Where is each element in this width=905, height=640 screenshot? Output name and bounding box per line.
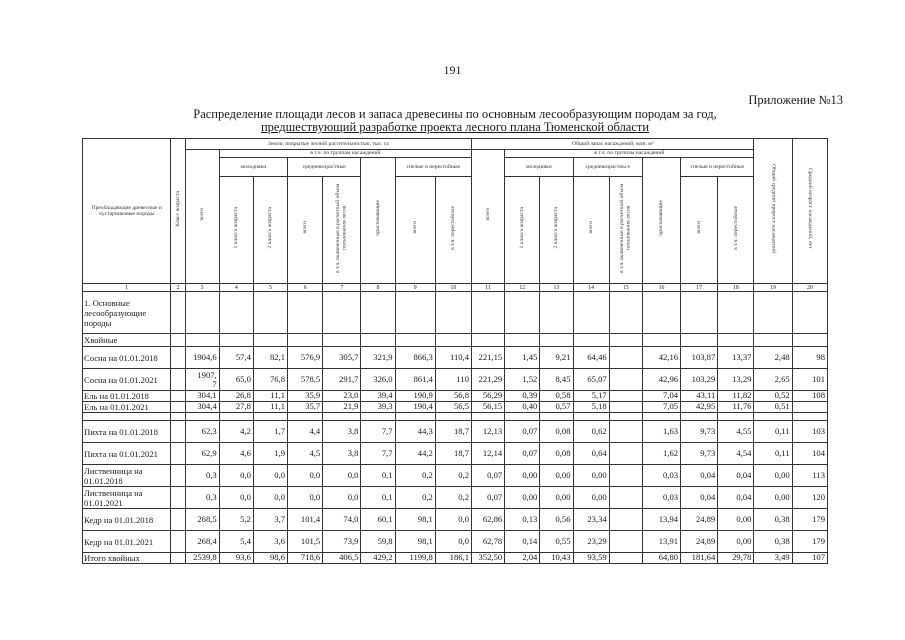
table-cell: 221,29 bbox=[472, 369, 505, 391]
table-cell bbox=[609, 531, 642, 553]
table-cell: 24,89 bbox=[681, 509, 718, 531]
table-cell: 0,56 bbox=[540, 509, 573, 531]
table-cell: 4,55 bbox=[718, 421, 754, 443]
table-cell: 321,9 bbox=[361, 347, 395, 369]
table-cell bbox=[609, 402, 642, 413]
column-number-row bbox=[83, 284, 828, 292]
table-cell: 107 bbox=[792, 553, 827, 564]
table-cell bbox=[609, 487, 642, 509]
table-cell: 98,6 bbox=[253, 553, 287, 564]
species-name: Пихта на 01.01.2018 bbox=[83, 421, 171, 443]
table-cell: 65,0 bbox=[219, 369, 253, 391]
table-cell: 866,3 bbox=[395, 347, 435, 369]
age-class-cell bbox=[171, 509, 185, 531]
table-cell: 103 bbox=[792, 421, 827, 443]
table-cell: 4,54 bbox=[718, 443, 754, 465]
header-area-by-groups: в т.ч. по группам насаждений bbox=[219, 150, 471, 158]
table-cell: 0,40 bbox=[505, 402, 540, 413]
table-cell: 0,00 bbox=[718, 509, 754, 531]
table-cell: 1,45 bbox=[505, 347, 540, 369]
header-stock-class2: 2 класса возраста bbox=[540, 177, 573, 284]
table-cell: 3,49 bbox=[754, 553, 792, 564]
table-cell: 0,3 bbox=[185, 487, 219, 509]
header-area-middle: средневозрастные bbox=[288, 158, 361, 177]
table-cell: 11,82 bbox=[718, 391, 754, 402]
table-cell: 62,3 bbox=[185, 421, 219, 443]
table-cell: 120 bbox=[792, 487, 827, 509]
table-cell: 42,16 bbox=[642, 347, 680, 369]
table-cell: 3,8 bbox=[323, 443, 361, 465]
table-cell: 0,0 bbox=[288, 465, 323, 487]
header-area-young: молодняки bbox=[219, 158, 287, 177]
table-cell: 57,4 bbox=[219, 347, 253, 369]
table-cell: 181,64 bbox=[681, 553, 718, 564]
table-cell: 1,62 bbox=[642, 443, 680, 465]
table-cell: 101,4 bbox=[288, 509, 323, 531]
header-stock-by-groups: в т.ч. по группам насаждений bbox=[505, 150, 754, 158]
table-cell: 1,52 bbox=[505, 369, 540, 391]
column-number: 19 bbox=[754, 284, 792, 292]
table-cell: 23,29 bbox=[573, 531, 609, 553]
table-cell: 44,2 bbox=[395, 443, 435, 465]
table-cell: 0,38 bbox=[754, 531, 792, 553]
table-cell: 35,7 bbox=[288, 402, 323, 413]
table-cell: 576,9 bbox=[288, 347, 323, 369]
table-cell: 98,1 bbox=[395, 531, 435, 553]
table-cell: 0,04 bbox=[681, 487, 718, 509]
header-stock-group: Общий запас насаждений, млн. м³ bbox=[472, 139, 754, 150]
table-cell: 11,76 bbox=[718, 402, 754, 413]
table-cell: 0,1 bbox=[361, 465, 395, 487]
table-cell: 7,04 bbox=[642, 391, 680, 402]
table-cell: 74,0 bbox=[323, 509, 361, 531]
table-cell: 0,00 bbox=[754, 465, 792, 487]
table-cell: 578,5 bbox=[288, 369, 323, 391]
table-cell: 0,13 bbox=[505, 509, 540, 531]
table-cell: 13,29 bbox=[718, 369, 754, 391]
table-cell: 0,0 bbox=[219, 487, 253, 509]
column-number: 4 bbox=[219, 284, 253, 292]
table-cell: 13,91 bbox=[642, 531, 680, 553]
header-stock-included: в т.ч. включенные в расчетный объем пользования лесов bbox=[609, 177, 642, 284]
table-row bbox=[83, 347, 828, 369]
table-cell: 3,8 bbox=[323, 421, 361, 443]
table-row bbox=[83, 443, 828, 465]
column-number: 16 bbox=[642, 284, 680, 292]
table-cell: 0,04 bbox=[718, 465, 754, 487]
table-cell: 2539,8 bbox=[185, 553, 219, 564]
table-cell: 1,7 bbox=[253, 421, 287, 443]
table-cell bbox=[609, 553, 642, 564]
table-cell: 406,5 bbox=[323, 553, 361, 564]
table-cell: 93,59 bbox=[573, 553, 609, 564]
age-class-cell bbox=[171, 487, 185, 509]
table-cell: 0,62 bbox=[573, 421, 609, 443]
age-class-cell bbox=[171, 553, 185, 564]
table-cell: 0,14 bbox=[505, 531, 540, 553]
table-cell: 0,07 bbox=[472, 465, 505, 487]
table-cell: 0,3 bbox=[185, 465, 219, 487]
species-name: Лиственница на 01.01.2021 bbox=[83, 487, 171, 509]
table-row bbox=[83, 369, 828, 391]
table-cell: 0,64 bbox=[573, 443, 609, 465]
table-cell: 0,1 bbox=[361, 487, 395, 509]
table-cell: 0,0 bbox=[435, 509, 471, 531]
table-cell: 0,00 bbox=[754, 487, 792, 509]
table-cell: 73,9 bbox=[323, 531, 361, 553]
table-cell: 190,9 bbox=[395, 391, 435, 402]
table-cell: 11,1 bbox=[253, 402, 287, 413]
age-class-cell bbox=[171, 369, 185, 391]
table-cell: 0,07 bbox=[472, 487, 505, 509]
table-cell: 103,87 bbox=[681, 347, 718, 369]
table-cell: 0,04 bbox=[681, 465, 718, 487]
table-cell: 1199,8 bbox=[395, 553, 435, 564]
column-number: 10 bbox=[435, 284, 471, 292]
column-number: 17 bbox=[681, 284, 718, 292]
table-cell: 179 bbox=[792, 531, 827, 553]
page-number: 191 bbox=[443, 63, 462, 77]
header-stock-maturing: приспевающие bbox=[642, 158, 680, 284]
table-cell: 56,5 bbox=[435, 402, 471, 413]
table-cell: 27,8 bbox=[219, 402, 253, 413]
table-cell: 0,52 bbox=[754, 391, 792, 402]
table-cell: 60,1 bbox=[361, 509, 395, 531]
table-cell: 104 bbox=[792, 443, 827, 465]
table-cell: 1,9 bbox=[253, 443, 287, 465]
table-cell: 0,00 bbox=[540, 465, 573, 487]
column-number: 18 bbox=[718, 284, 754, 292]
table-cell: 304,4 bbox=[185, 402, 219, 413]
table-cell: 42,95 bbox=[681, 402, 718, 413]
table-cell: 268,4 bbox=[185, 531, 219, 553]
species-name: Кедр на 01.01.2018 bbox=[83, 509, 171, 531]
table-cell: 0,51 bbox=[754, 402, 792, 413]
species-name: Сосна на 01.01.2021 bbox=[83, 369, 171, 391]
species-name: Ель на 01.01.2018 bbox=[83, 391, 171, 402]
table-cell: 861,4 bbox=[395, 369, 435, 391]
table-cell: 4,4 bbox=[288, 421, 323, 443]
table-cell: 1904,6 bbox=[185, 347, 219, 369]
table-cell: 0,0 bbox=[288, 487, 323, 509]
header-area-class1: 1 класса возраста bbox=[219, 177, 253, 284]
table-cell: 0,2 bbox=[435, 465, 471, 487]
table-cell: 5,17 bbox=[573, 391, 609, 402]
header-stock-total: всего bbox=[472, 150, 505, 284]
title-line-1: Распределение площади лесов и запаса древесины по основным лесообразующим породам за год, bbox=[193, 107, 717, 121]
table-cell: 0,11 bbox=[754, 443, 792, 465]
table-cell: 0,07 bbox=[505, 443, 540, 465]
table-cell: 186,1 bbox=[435, 553, 471, 564]
table-cell: 0,0 bbox=[323, 487, 361, 509]
header-stock-ripe-total: всего bbox=[681, 177, 718, 284]
table-cell: 3,6 bbox=[253, 531, 287, 553]
table-cell: 98,1 bbox=[395, 509, 435, 531]
table-cell: 0,0 bbox=[323, 465, 361, 487]
table-cell: 0,2 bbox=[395, 487, 435, 509]
table-cell: 23,0 bbox=[323, 391, 361, 402]
table-cell: 56,29 bbox=[472, 391, 505, 402]
table-cell: 21,9 bbox=[323, 402, 361, 413]
table-cell: 0,08 bbox=[540, 443, 573, 465]
column-number: 14 bbox=[573, 284, 609, 292]
table-cell: 23,34 bbox=[573, 509, 609, 531]
table-cell: 0,00 bbox=[505, 487, 540, 509]
table-cell: 13,37 bbox=[718, 347, 754, 369]
table-cell: 0,00 bbox=[573, 487, 609, 509]
table-cell: 0,08 bbox=[540, 421, 573, 443]
table-cell: 4,2 bbox=[219, 421, 253, 443]
table-row bbox=[83, 465, 828, 487]
table-cell: 0,2 bbox=[435, 487, 471, 509]
table-cell: 291,7 bbox=[323, 369, 361, 391]
table-cell: 108 bbox=[792, 391, 827, 402]
header-area-total: всего bbox=[185, 150, 219, 284]
header-stock-middle-total: всего bbox=[573, 177, 609, 284]
table-cell: 93,6 bbox=[219, 553, 253, 564]
column-number: 15 bbox=[609, 284, 642, 292]
header-area-maturing: приспевающие bbox=[361, 158, 395, 284]
table-cell: 2,65 bbox=[754, 369, 792, 391]
table-cell: 0,03 bbox=[642, 487, 680, 509]
table-cell: 39,3 bbox=[361, 402, 395, 413]
table-cell bbox=[609, 465, 642, 487]
header-area-ripe-total: всего bbox=[395, 177, 435, 284]
table-cell: 18,7 bbox=[435, 443, 471, 465]
table-cell: 64,80 bbox=[642, 553, 680, 564]
header-stock-young: молодняки bbox=[505, 158, 573, 177]
table-cell: 98 bbox=[792, 347, 827, 369]
table-row bbox=[83, 421, 828, 443]
age-class-cell bbox=[171, 391, 185, 402]
table-row bbox=[83, 487, 828, 509]
table-cell: 0,39 bbox=[505, 391, 540, 402]
table-cell: 110,4 bbox=[435, 347, 471, 369]
title-line-2: предшествующий разработке проекта лесного плана Тюменской области bbox=[260, 120, 650, 134]
table-cell: 12,14 bbox=[472, 443, 505, 465]
table-cell: 9,73 bbox=[681, 421, 718, 443]
column-number: 5 bbox=[253, 284, 287, 292]
header-stock-overmature: в т.ч. перестойные bbox=[718, 177, 754, 284]
table-cell bbox=[609, 369, 642, 391]
header-area-group: Земли, покрытые лесной растительностью, тыс. га bbox=[185, 139, 471, 150]
header-avg-age: Средний возраст насаждений, лет bbox=[792, 139, 827, 284]
species-name: Кедр на 01.01.2021 bbox=[83, 531, 171, 553]
header-avg-growth: Общий средний прирост насаждений bbox=[754, 139, 792, 284]
table-title bbox=[160, 108, 750, 134]
column-number: 12 bbox=[505, 284, 540, 292]
table-cell: 0,11 bbox=[754, 421, 792, 443]
table-cell: 0,00 bbox=[718, 531, 754, 553]
table-cell: 62,78 bbox=[472, 531, 505, 553]
table-cell: 64,46 bbox=[573, 347, 609, 369]
table-cell: 62,86 bbox=[472, 509, 505, 531]
table-cell: 4,5 bbox=[288, 443, 323, 465]
table-cell: 39,4 bbox=[361, 391, 395, 402]
age-class-cell bbox=[171, 443, 185, 465]
table-cell: 0,0 bbox=[435, 531, 471, 553]
table-cell: 103,29 bbox=[681, 369, 718, 391]
table-cell bbox=[609, 347, 642, 369]
table-cell: 44,3 bbox=[395, 421, 435, 443]
table-cell: 8,45 bbox=[540, 369, 573, 391]
age-class-cell bbox=[171, 421, 185, 443]
table-cell: 59,8 bbox=[361, 531, 395, 553]
header-area-overmature: в т.ч. перестойные bbox=[435, 177, 471, 284]
header-area-included: в т.ч. включенные в расчетный объем пользования лесов bbox=[323, 177, 361, 284]
header-stock-ripe: спелые и перестойные bbox=[681, 158, 754, 177]
table-cell: 5,18 bbox=[573, 402, 609, 413]
table-cell: 11,1 bbox=[253, 391, 287, 402]
table-cell: 304,1 bbox=[185, 391, 219, 402]
table-cell bbox=[609, 391, 642, 402]
table-row bbox=[83, 509, 828, 531]
header-area-class2: 2 класса возраста bbox=[253, 177, 287, 284]
age-class-cell bbox=[171, 347, 185, 369]
table-row bbox=[83, 391, 828, 402]
table-cell: 5,4 bbox=[219, 531, 253, 553]
table-cell: 76,8 bbox=[253, 369, 287, 391]
table-cell bbox=[609, 443, 642, 465]
table-row bbox=[83, 402, 828, 413]
table-cell: 0,04 bbox=[718, 487, 754, 509]
table-cell: 10,43 bbox=[540, 553, 573, 564]
table-cell: 326,0 bbox=[361, 369, 395, 391]
table-cell: 101,5 bbox=[288, 531, 323, 553]
header-area-ripe: спелые и перестойные bbox=[395, 158, 471, 177]
table-cell: 7,7 bbox=[361, 421, 395, 443]
header-area-middle-total: всего bbox=[288, 177, 323, 284]
column-number: 13 bbox=[540, 284, 573, 292]
table-cell: 7,05 bbox=[642, 402, 680, 413]
species-name: Пихта на 01.01.2021 bbox=[83, 443, 171, 465]
table-cell: 9,21 bbox=[540, 347, 573, 369]
table-cell: 13,94 bbox=[642, 509, 680, 531]
table-cell: 24,89 bbox=[681, 531, 718, 553]
column-number: 11 bbox=[472, 284, 505, 292]
column-number: 3 bbox=[185, 284, 219, 292]
table-cell bbox=[609, 421, 642, 443]
table-cell: 0,03 bbox=[642, 465, 680, 487]
species-name: Ель на 01.01.2021 bbox=[83, 402, 171, 413]
table-cell: 101 bbox=[792, 369, 827, 391]
group-title: Хвойные bbox=[83, 334, 171, 347]
table-cell: 0,58 bbox=[540, 391, 573, 402]
table-cell: 56,8 bbox=[435, 391, 471, 402]
table-cell: 0,0 bbox=[219, 465, 253, 487]
table-cell: 113 bbox=[792, 465, 827, 487]
table-cell: 0,00 bbox=[540, 487, 573, 509]
table-cell: 0,38 bbox=[754, 509, 792, 531]
species-name: Итого хвойных bbox=[83, 553, 171, 564]
table-cell: 9,73 bbox=[681, 443, 718, 465]
column-number: 20 bbox=[792, 284, 827, 292]
table-cell: 221,15 bbox=[472, 347, 505, 369]
table-cell: 110 bbox=[435, 369, 471, 391]
header-stock-middle: средневозрастны е bbox=[573, 158, 642, 177]
table-cell: 29,78 bbox=[718, 553, 754, 564]
table-cell: 35,9 bbox=[288, 391, 323, 402]
table-cell: 0,0 bbox=[253, 487, 287, 509]
table-cell: 12,13 bbox=[472, 421, 505, 443]
table-cell: 429,2 bbox=[361, 553, 395, 564]
annex-label: Приложение №13 bbox=[748, 93, 843, 107]
table-cell: 268,5 bbox=[185, 509, 219, 531]
table-cell: 179 bbox=[792, 509, 827, 531]
column-number: 7 bbox=[323, 284, 361, 292]
table-cell: 352,50 bbox=[472, 553, 505, 564]
header-species: Преобладающие древесные и кустарниковые породы bbox=[83, 139, 171, 284]
table-cell: 0,2 bbox=[395, 465, 435, 487]
table-cell: 190,4 bbox=[395, 402, 435, 413]
table-cell: 1,63 bbox=[642, 421, 680, 443]
table-cell: 0,0 bbox=[253, 465, 287, 487]
table-cell bbox=[609, 509, 642, 531]
table-cell bbox=[792, 402, 827, 413]
table-cell: 56,15 bbox=[472, 402, 505, 413]
age-class-cell bbox=[171, 402, 185, 413]
header-age-class: Класс возраста bbox=[171, 139, 185, 284]
table-cell: 0,00 bbox=[573, 465, 609, 487]
table-cell: 4,6 bbox=[219, 443, 253, 465]
table-cell: 82,1 bbox=[253, 347, 287, 369]
table-cell: 0,00 bbox=[505, 465, 540, 487]
table-cell: 305,7 bbox=[323, 347, 361, 369]
table-cell: 42,96 bbox=[642, 369, 680, 391]
table-cell: 1907, 7 bbox=[185, 369, 219, 391]
forest-distribution-table bbox=[82, 138, 828, 564]
table-cell: 65,07 bbox=[573, 369, 609, 391]
table-cell: 43,11 bbox=[681, 391, 718, 402]
age-class-cell bbox=[171, 531, 185, 553]
table-cell: 7,7 bbox=[361, 443, 395, 465]
species-name: Лиственница на 01.01.2018 bbox=[83, 465, 171, 487]
column-number: 9 bbox=[395, 284, 435, 292]
species-name: Сосна на 01.01.2018 bbox=[83, 347, 171, 369]
table-cell: 62,9 bbox=[185, 443, 219, 465]
column-number: 6 bbox=[288, 284, 323, 292]
table-cell: 718,6 bbox=[288, 553, 323, 564]
column-number: 2 bbox=[171, 284, 185, 292]
column-number: 8 bbox=[361, 284, 395, 292]
column-number: 1 bbox=[83, 284, 171, 292]
table-cell: 3,7 bbox=[253, 509, 287, 531]
header-stock-class1: 1 класса возраста bbox=[505, 177, 540, 284]
table-cell: 2,48 bbox=[754, 347, 792, 369]
table-cell: 0,57 bbox=[540, 402, 573, 413]
age-class-cell bbox=[171, 465, 185, 487]
table-cell: 0,55 bbox=[540, 531, 573, 553]
table-cell: 18,7 bbox=[435, 421, 471, 443]
table-row bbox=[83, 553, 828, 564]
section-title: 1. Основные лесообразующие породы bbox=[83, 292, 171, 334]
table-cell: 0,07 bbox=[505, 421, 540, 443]
table-cell: 5,2 bbox=[219, 509, 253, 531]
table-cell: 2,04 bbox=[505, 553, 540, 564]
table-row bbox=[83, 531, 828, 553]
table-cell: 26,8 bbox=[219, 391, 253, 402]
